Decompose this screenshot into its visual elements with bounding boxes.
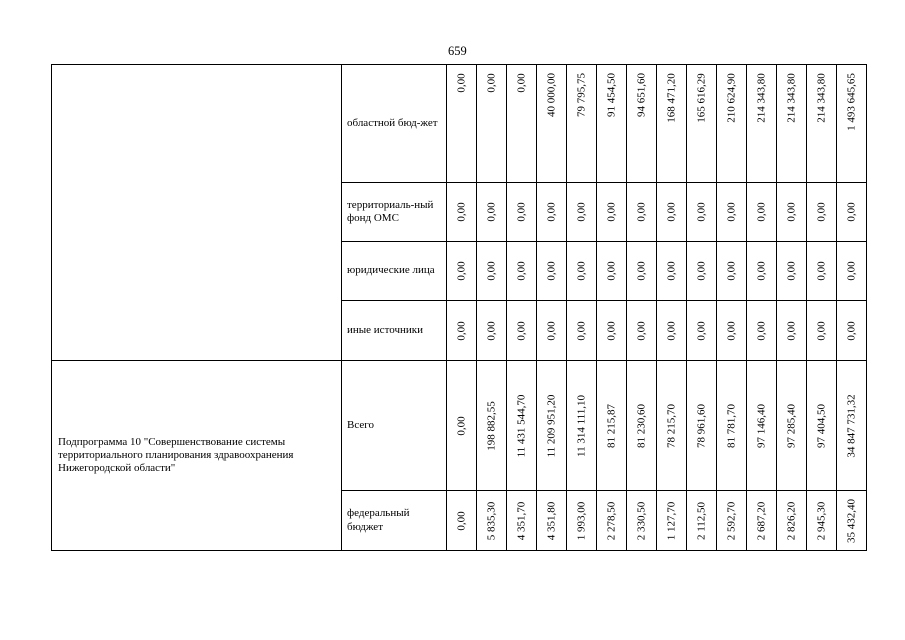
value-cell [447, 65, 477, 183]
value-cell [507, 301, 537, 361]
value-text: 0,00 [484, 72, 497, 93]
value-text: 198 882,55 [484, 400, 497, 451]
funding-source-cell: Всего [342, 361, 447, 491]
value-text: 210 624,90 [724, 73, 737, 123]
value-cell [777, 65, 807, 183]
value-cell [567, 491, 597, 551]
value-text: 214 343,80 [814, 73, 827, 123]
value-cell [507, 183, 537, 242]
value-cell [717, 491, 747, 551]
value-cell [837, 491, 867, 551]
value-text: 2 330,50 [634, 501, 647, 540]
value-cell [477, 361, 507, 491]
value-text: 40 000,00 [544, 73, 557, 117]
value-text: 0,00 [814, 202, 827, 222]
value-text: 0,00 [544, 320, 557, 341]
value-cell [597, 491, 627, 551]
value-cell [717, 301, 747, 361]
value-cell [477, 242, 507, 301]
value-text: 0,00 [604, 261, 617, 281]
value-text: 11 209 951,20 [544, 394, 557, 457]
value-text: 0,00 [454, 261, 467, 281]
value-text: 0,00 [724, 202, 737, 222]
value-cell [837, 242, 867, 301]
value-text: 0,00 [454, 72, 467, 93]
value-text: 0,00 [754, 202, 767, 222]
page-number: 659 [448, 44, 467, 58]
value-cell [657, 183, 687, 242]
value-cell [567, 65, 597, 183]
value-text: 0,00 [604, 202, 617, 222]
value-text: 11 431 544,70 [514, 394, 527, 457]
value-text: 0,00 [694, 261, 707, 281]
value-cell [537, 361, 567, 491]
value-cell [537, 183, 567, 242]
value-text: 0,00 [754, 320, 767, 341]
value-cell [807, 301, 837, 361]
value-cell [597, 361, 627, 491]
budget-table [51, 64, 867, 551]
value-text: 81 230,60 [634, 403, 647, 448]
value-cell [507, 491, 537, 551]
value-text: 2 945,30 [814, 501, 827, 540]
value-text: 0,00 [514, 261, 527, 281]
value-cell [447, 183, 477, 242]
table-row [52, 65, 867, 183]
value-text: 0,00 [544, 202, 557, 222]
value-text: 165 616,29 [694, 73, 707, 123]
funding-source-cell: территориаль-ный фонд ОМС [342, 183, 447, 242]
value-cell [537, 242, 567, 301]
value-cell [747, 242, 777, 301]
value-text: 97 404,50 [814, 403, 827, 448]
value-cell [627, 65, 657, 183]
value-text: 0,00 [604, 320, 617, 341]
value-text: 1 993,00 [574, 501, 587, 540]
value-cell [777, 242, 807, 301]
value-cell [567, 361, 597, 491]
value-text: 0,00 [784, 202, 797, 222]
value-text: 0,00 [454, 510, 467, 531]
value-text: 91 454,50 [604, 73, 617, 117]
value-text: 2 687,20 [754, 501, 767, 540]
value-text: 2 278,50 [604, 501, 617, 540]
value-cell [687, 242, 717, 301]
value-cell [447, 242, 477, 301]
value-cell [657, 242, 687, 301]
funding-source-cell: федеральный бюджет [342, 491, 447, 551]
value-cell [657, 65, 687, 183]
value-cell [687, 301, 717, 361]
value-cell [717, 361, 747, 491]
value-cell [477, 65, 507, 183]
value-text: 0,00 [484, 261, 497, 281]
value-text: 0,00 [634, 261, 647, 281]
value-cell [837, 301, 867, 361]
value-cell [447, 301, 477, 361]
value-text: 2 112,50 [694, 501, 707, 540]
value-text: 78 215,70 [664, 403, 677, 448]
value-cell [747, 301, 777, 361]
value-cell [597, 65, 627, 183]
value-text: 0,00 [634, 320, 647, 341]
value-text: 2 826,20 [784, 501, 797, 540]
value-cell [537, 65, 567, 183]
value-text: 0,00 [574, 261, 587, 281]
value-cell [687, 183, 717, 242]
value-text: 0,00 [784, 320, 797, 341]
value-cell [807, 242, 837, 301]
value-cell [807, 491, 837, 551]
value-cell [687, 491, 717, 551]
value-cell [687, 65, 717, 183]
value-text: 0,00 [844, 320, 857, 341]
table-row [52, 361, 867, 491]
value-cell [657, 361, 687, 491]
value-cell [807, 183, 837, 242]
value-text: 35 432,40 [844, 498, 857, 543]
value-text: 0,00 [634, 202, 647, 222]
value-cell [747, 491, 777, 551]
value-cell [747, 65, 777, 183]
value-cell [837, 65, 867, 183]
value-cell [717, 183, 747, 242]
value-text: 0,00 [574, 320, 587, 341]
value-text: 1 127,70 [664, 501, 677, 540]
value-text: 0,00 [784, 261, 797, 281]
program-name-cell [52, 65, 342, 361]
value-text: 5 835,30 [484, 501, 497, 540]
value-cell [597, 183, 627, 242]
value-cell [747, 361, 777, 491]
value-text: 0,00 [814, 261, 827, 281]
value-text: 1 493 645,65 [844, 73, 857, 131]
value-text: 81 215,87 [604, 403, 617, 448]
value-text: 0,00 [724, 261, 737, 281]
value-text: 0,00 [694, 320, 707, 341]
value-text: 4 351,80 [544, 501, 557, 540]
value-cell [537, 491, 567, 551]
value-text: 97 146,40 [754, 403, 767, 448]
value-cell [627, 183, 657, 242]
funding-source-cell: иные источники [342, 301, 447, 361]
value-cell [477, 301, 507, 361]
value-text: 0,00 [514, 202, 527, 222]
value-text: 2 592,70 [724, 501, 737, 540]
value-cell [837, 183, 867, 242]
value-cell [837, 361, 867, 491]
value-cell [507, 242, 537, 301]
value-cell [777, 183, 807, 242]
value-cell [627, 361, 657, 491]
value-text: 214 343,80 [784, 73, 797, 123]
value-text: 79 795,75 [574, 73, 587, 117]
value-text: 0,00 [814, 320, 827, 341]
value-text: 4 351,70 [514, 501, 527, 540]
value-cell [627, 491, 657, 551]
value-cell [627, 301, 657, 361]
value-text: 0,00 [574, 202, 587, 222]
value-text: 0,00 [514, 320, 527, 341]
value-cell [507, 361, 537, 491]
value-cell [477, 183, 507, 242]
value-text: 0,00 [484, 320, 497, 341]
value-cell [477, 491, 507, 551]
value-text: 214 343,80 [754, 73, 767, 123]
value-cell [657, 301, 687, 361]
value-text: 0,00 [694, 202, 707, 222]
value-cell [717, 242, 747, 301]
value-text: 168 471,20 [664, 73, 677, 123]
value-text: 0,00 [454, 415, 467, 436]
value-cell [627, 242, 657, 301]
value-cell [777, 491, 807, 551]
value-cell [597, 242, 627, 301]
value-text: 97 285,40 [784, 403, 797, 448]
value-cell [447, 491, 477, 551]
value-cell [567, 183, 597, 242]
value-cell [777, 301, 807, 361]
value-cell [657, 491, 687, 551]
value-cell [507, 65, 537, 183]
value-text: 0,00 [514, 72, 527, 93]
value-cell [567, 242, 597, 301]
value-cell [747, 183, 777, 242]
funding-source-cell: юридические лица [342, 242, 447, 301]
value-text: 11 314 111,10 [574, 394, 587, 457]
value-cell [807, 65, 837, 183]
value-text: 78 961,60 [694, 403, 707, 448]
value-text: 0,00 [664, 320, 677, 341]
value-cell [597, 301, 627, 361]
value-cell [687, 361, 717, 491]
value-text: 0,00 [724, 320, 737, 341]
value-text: 94 651,60 [634, 73, 647, 117]
value-cell [807, 361, 837, 491]
value-cell [447, 361, 477, 491]
value-text: 0,00 [754, 261, 767, 281]
value-text: 0,00 [844, 261, 857, 281]
value-text: 0,00 [544, 261, 557, 281]
value-text: 81 781,70 [724, 403, 737, 448]
value-text: 0,00 [844, 202, 857, 222]
value-text: 0,00 [664, 202, 677, 222]
value-cell [567, 301, 597, 361]
value-cell [777, 361, 807, 491]
funding-source-cell: областной бюд-жет [342, 65, 447, 183]
value-text: 0,00 [664, 261, 677, 281]
value-text: 0,00 [454, 320, 467, 341]
value-text: 34 847 731,32 [844, 393, 857, 458]
value-text: 0,00 [454, 202, 467, 222]
program-name-cell: Подпрограмма 10 "Совершенствование системы территориального планирования здравоохранения Нижегородской области" [52, 361, 342, 551]
value-text: 0,00 [484, 202, 497, 222]
value-cell [537, 301, 567, 361]
value-cell [717, 65, 747, 183]
